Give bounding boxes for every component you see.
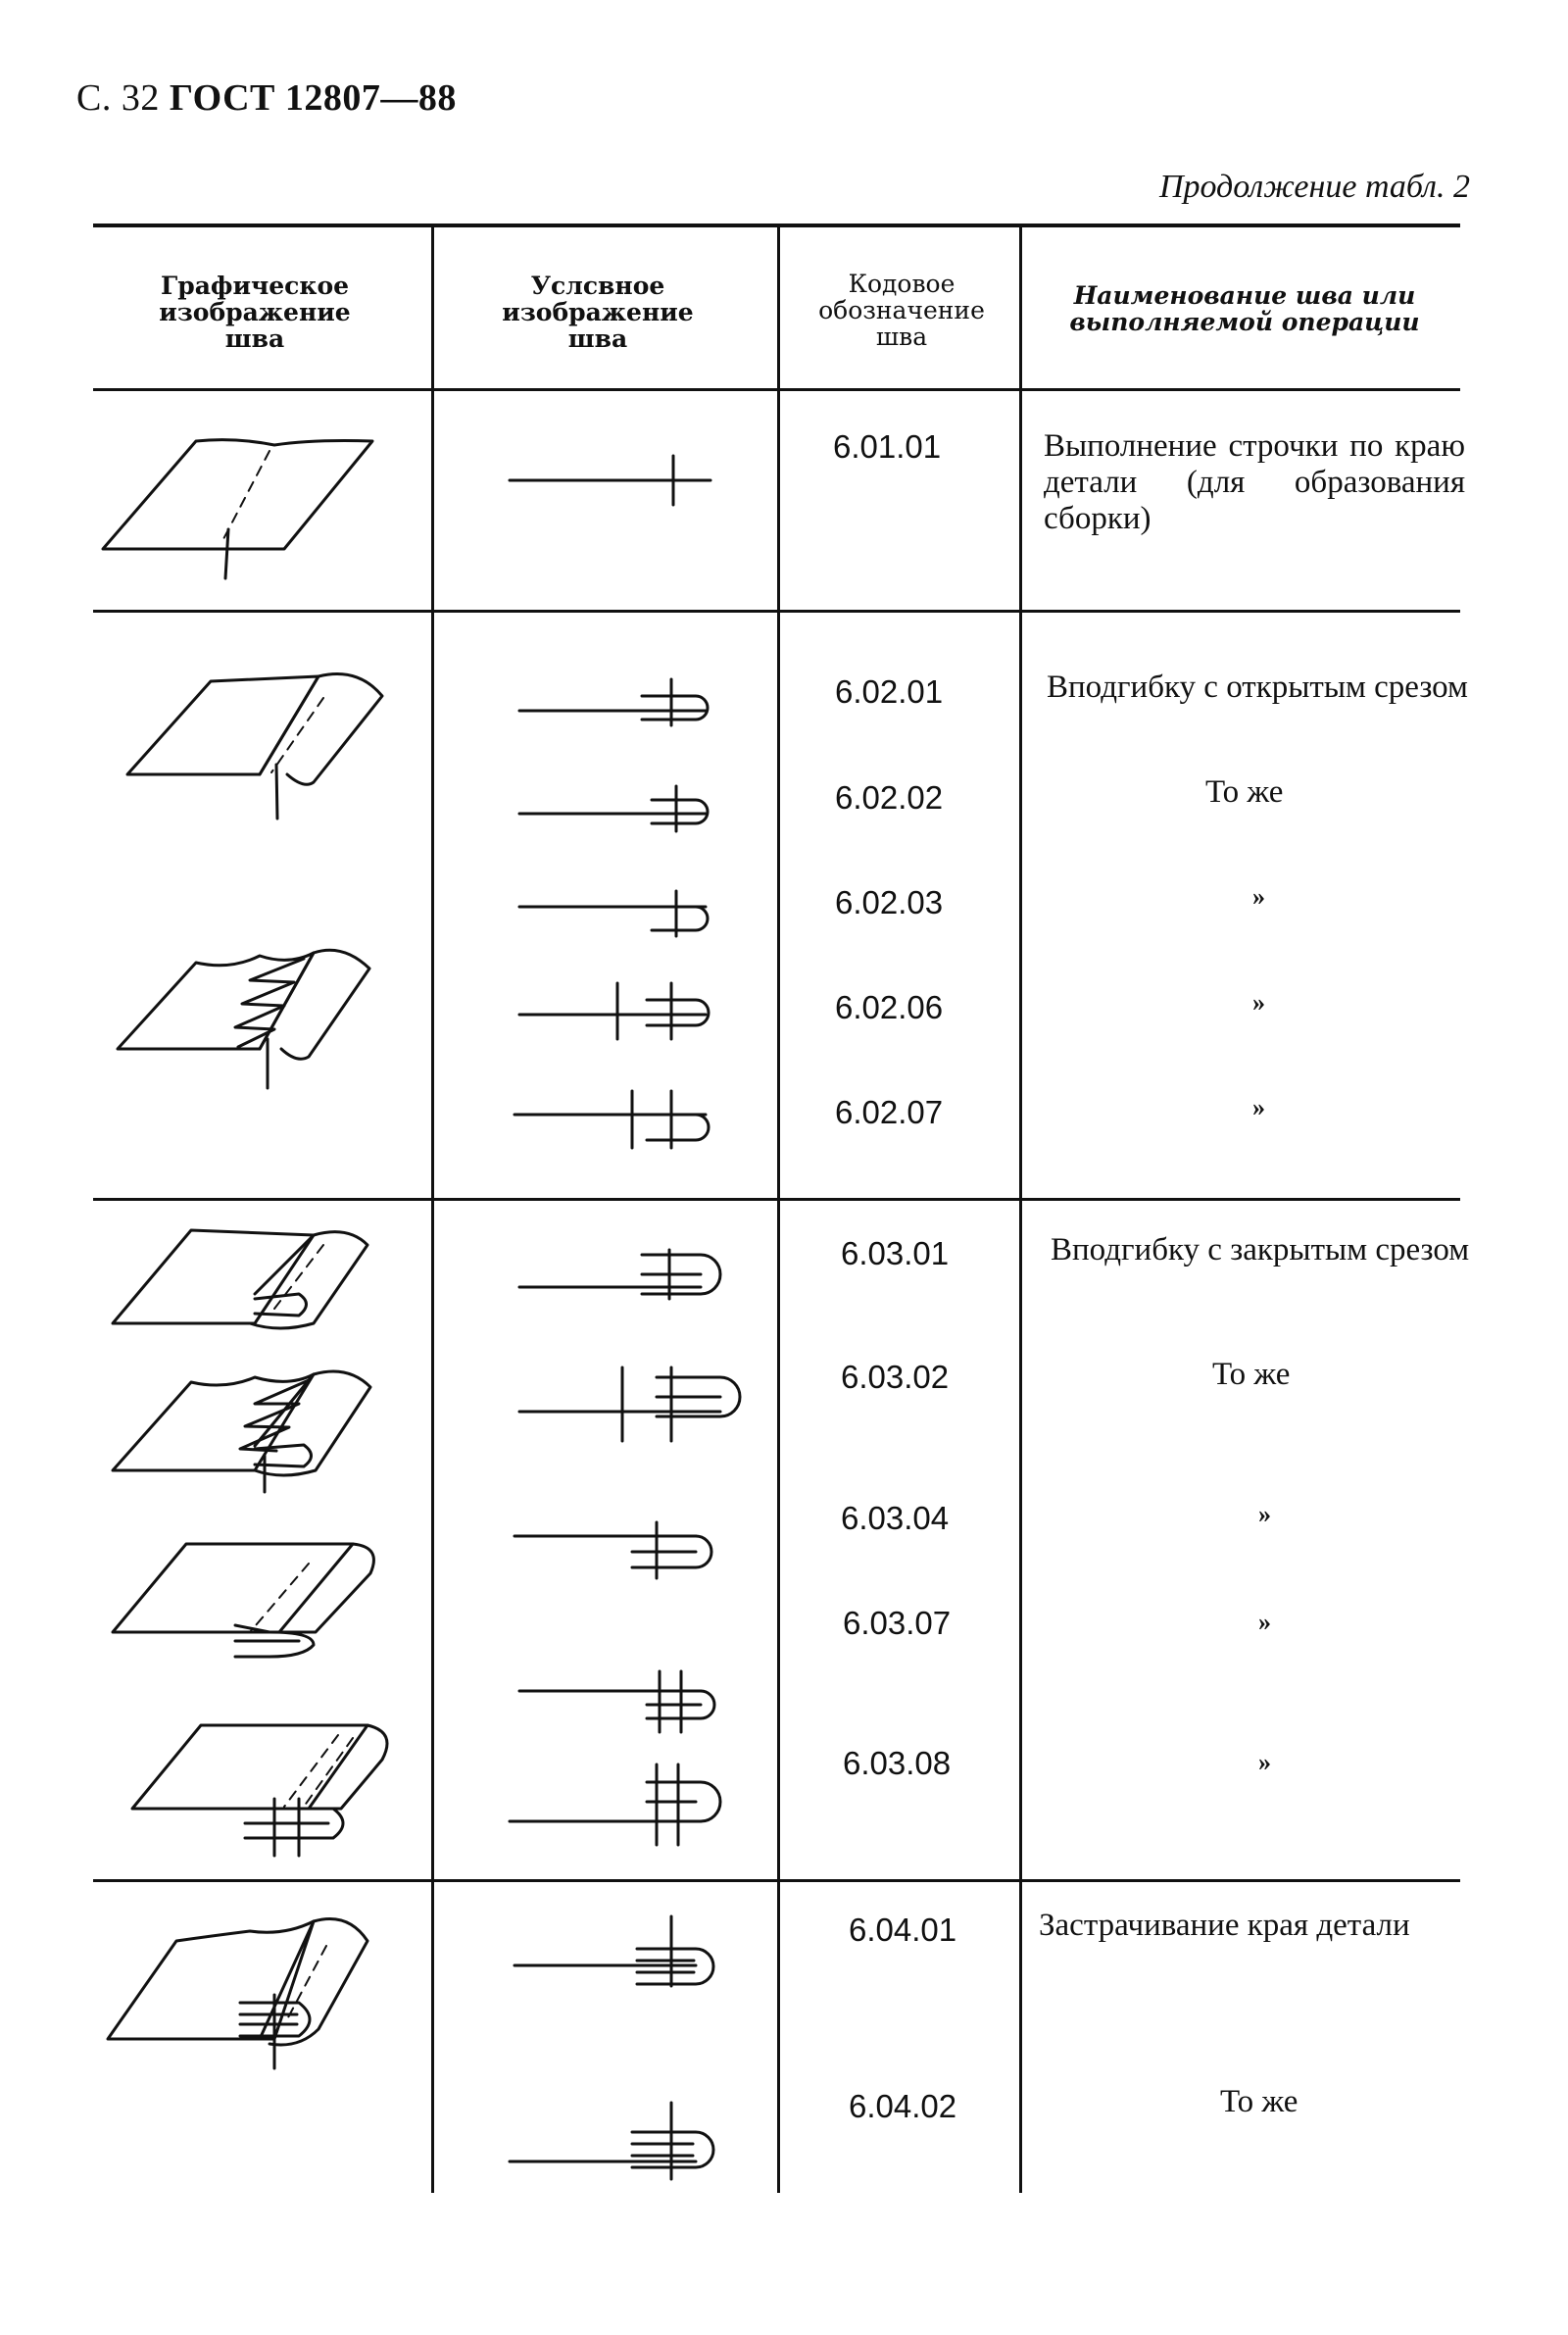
- row-name: То же: [1212, 1357, 1291, 1392]
- seam-symbol-6-03-04: [510, 1515, 735, 1583]
- row-name: Вподгибку с открытым срезом: [1047, 670, 1468, 705]
- row-code: 6.04.02: [849, 2088, 957, 2124]
- seam-symbol-6-02-07: [510, 1083, 730, 1152]
- seam-symbol-6-04-02: [505, 2093, 735, 2181]
- seam-symbol-6-02-06: [514, 975, 730, 1044]
- column-header-graphic: Графическое изображение шва: [159, 272, 351, 353]
- seam-drawing-6-03-04: [108, 1529, 392, 1671]
- row-code: 6.02.02: [835, 779, 944, 816]
- seam-drawing-6-03-08: [118, 1711, 402, 1858]
- column-header-code: Кодовое обозначение шва: [818, 270, 985, 351]
- row-name: Застрачивание края детали: [1039, 1908, 1410, 1943]
- row-code: 6.02.06: [835, 989, 944, 1025]
- row-code: 6.03.04: [841, 1500, 950, 1536]
- column-divider-2: [777, 227, 780, 2193]
- ditto-mark: »: [1252, 882, 1265, 911]
- seam-symbol-6-04-01: [510, 1912, 740, 1990]
- row-code: 6.03.07: [843, 1605, 952, 1641]
- ditto-mark: »: [1258, 1608, 1271, 1636]
- ditto-mark: »: [1258, 1748, 1271, 1776]
- seam-drawing-6-02-06: [113, 941, 397, 1098]
- page-header: [76, 76, 457, 120]
- row-code: 6.02.01: [835, 673, 944, 710]
- seam-symbol-6-02-01: [514, 671, 730, 730]
- table-continuation-label: Продолжение табл. 2: [1158, 169, 1470, 205]
- seam-symbol-6-01-01: [505, 446, 720, 515]
- seam-drawing-6-01-01: [98, 431, 382, 593]
- ditto-mark: »: [1252, 1093, 1265, 1121]
- row-name: То же: [1220, 2084, 1298, 2119]
- standard-number: ГОСТ 12807—88: [169, 77, 457, 119]
- seam-symbol-6-03-01: [514, 1240, 740, 1309]
- column-header-symbol: Услсвное изображение шва: [502, 272, 694, 353]
- row-code: 6.02.03: [835, 884, 944, 920]
- page-number: С. 32: [76, 77, 160, 119]
- row-name: Вподгибку с закрытым срезом: [1051, 1232, 1470, 1267]
- row-name: Выполнение строчки по краю детали (для образования сборки): [1044, 428, 1465, 536]
- seam-symbol-6-02-03: [514, 877, 730, 936]
- row-code: 6.03.01: [841, 1235, 950, 1271]
- seam-symbol-6-03-08: [505, 1755, 735, 1853]
- seam-symbol-6-02-02: [514, 774, 730, 833]
- seam-drawing-6-02-01: [122, 667, 407, 823]
- ditto-mark: »: [1258, 1500, 1271, 1528]
- row-code: 6.04.01: [849, 1912, 957, 1948]
- row-name: То же: [1205, 774, 1284, 810]
- row-code: 6.01.01: [833, 428, 942, 465]
- seam-drawing-6-04-01: [103, 1897, 387, 2073]
- row-code: 6.03.08: [843, 1745, 952, 1781]
- column-divider-3: [1019, 227, 1022, 2193]
- ditto-mark: »: [1252, 988, 1265, 1017]
- column-divider-1: [431, 227, 434, 2193]
- seam-drawing-6-03-02: [108, 1353, 392, 1495]
- column-header-name: Наименование шва или выполняемой операции: [1069, 281, 1420, 336]
- seam-drawing-6-03-01: [108, 1206, 392, 1343]
- row-code: 6.03.02: [841, 1359, 950, 1395]
- seam-symbol-6-03-02: [514, 1358, 745, 1446]
- row-code: 6.02.07: [835, 1094, 944, 1130]
- seam-symbol-6-03-07: [514, 1662, 735, 1740]
